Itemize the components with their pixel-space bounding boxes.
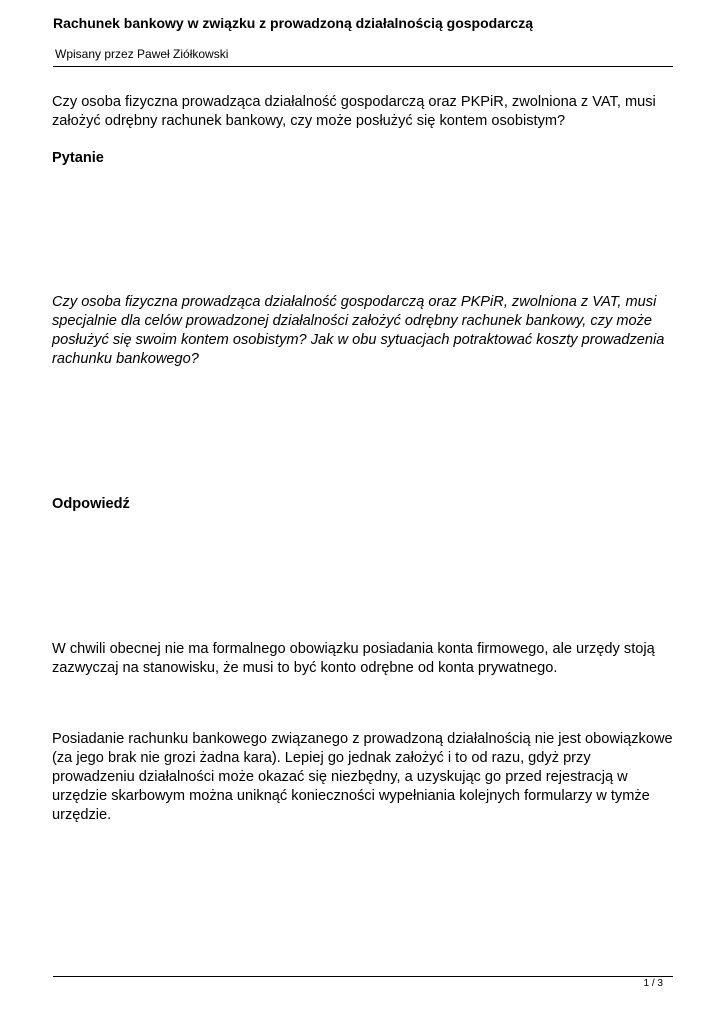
author-line: Wpisany przez Paweł Ziółkowski (55, 47, 229, 61)
question-paragraph: Czy osoba fizyczna prowadząca działalność gospodarczą oraz PKPiR, zwolniona z VAT, musi specjalnie dla celów prowadzonej działalności założyć odrębny rachunek bankowy, czy może posłużyć się swoim kontem osobistym? Jak w obu sytuacjach potraktować koszty prowadzenia rachunku bankowego? (52, 294, 665, 367)
intro-paragraph: Czy osoba fizyczna prowadząca działalność gospodarczą oraz PKPiR, zwolniona z VAT, musi założyć odrębny rachunek bankowy, czy może posłużyć się kontem osobistym? (52, 94, 656, 129)
document-title: Rachunek bankowy w związku z prowadzoną działalnością gospodarczą (53, 15, 533, 31)
page-number: 1 / 3 (643, 978, 663, 989)
answer-paragraph-1: W chwili obecnej nie ma formalnego obowiązku posiadania konta firmowego, ale urzędy stoją zazwyczaj na stanowisku, że musi to być konto odrębne od konta prywatnego. (52, 641, 655, 676)
answer-heading: Odpowiedź (52, 496, 130, 512)
header-divider (53, 66, 673, 67)
footer-divider (53, 976, 673, 977)
question-heading: Pytanie (52, 150, 104, 166)
page-header (53, 14, 673, 61)
answer-paragraph-2: Posiadanie rachunku bankowego związanego z prowadzoną działalnością nie jest obowiązkowe (za jego brak nie grozi żadna kara). Lepiej go jednak założyć i to od razu, gdyż przy prowadzeniu działalności może okazać się niezbędny, a uzyskując go przed rejestracją w urzędzie skarbowym można uniknąć konieczności wypełniania kolejnych formularzy w tymże urzędzie. (52, 731, 673, 823)
